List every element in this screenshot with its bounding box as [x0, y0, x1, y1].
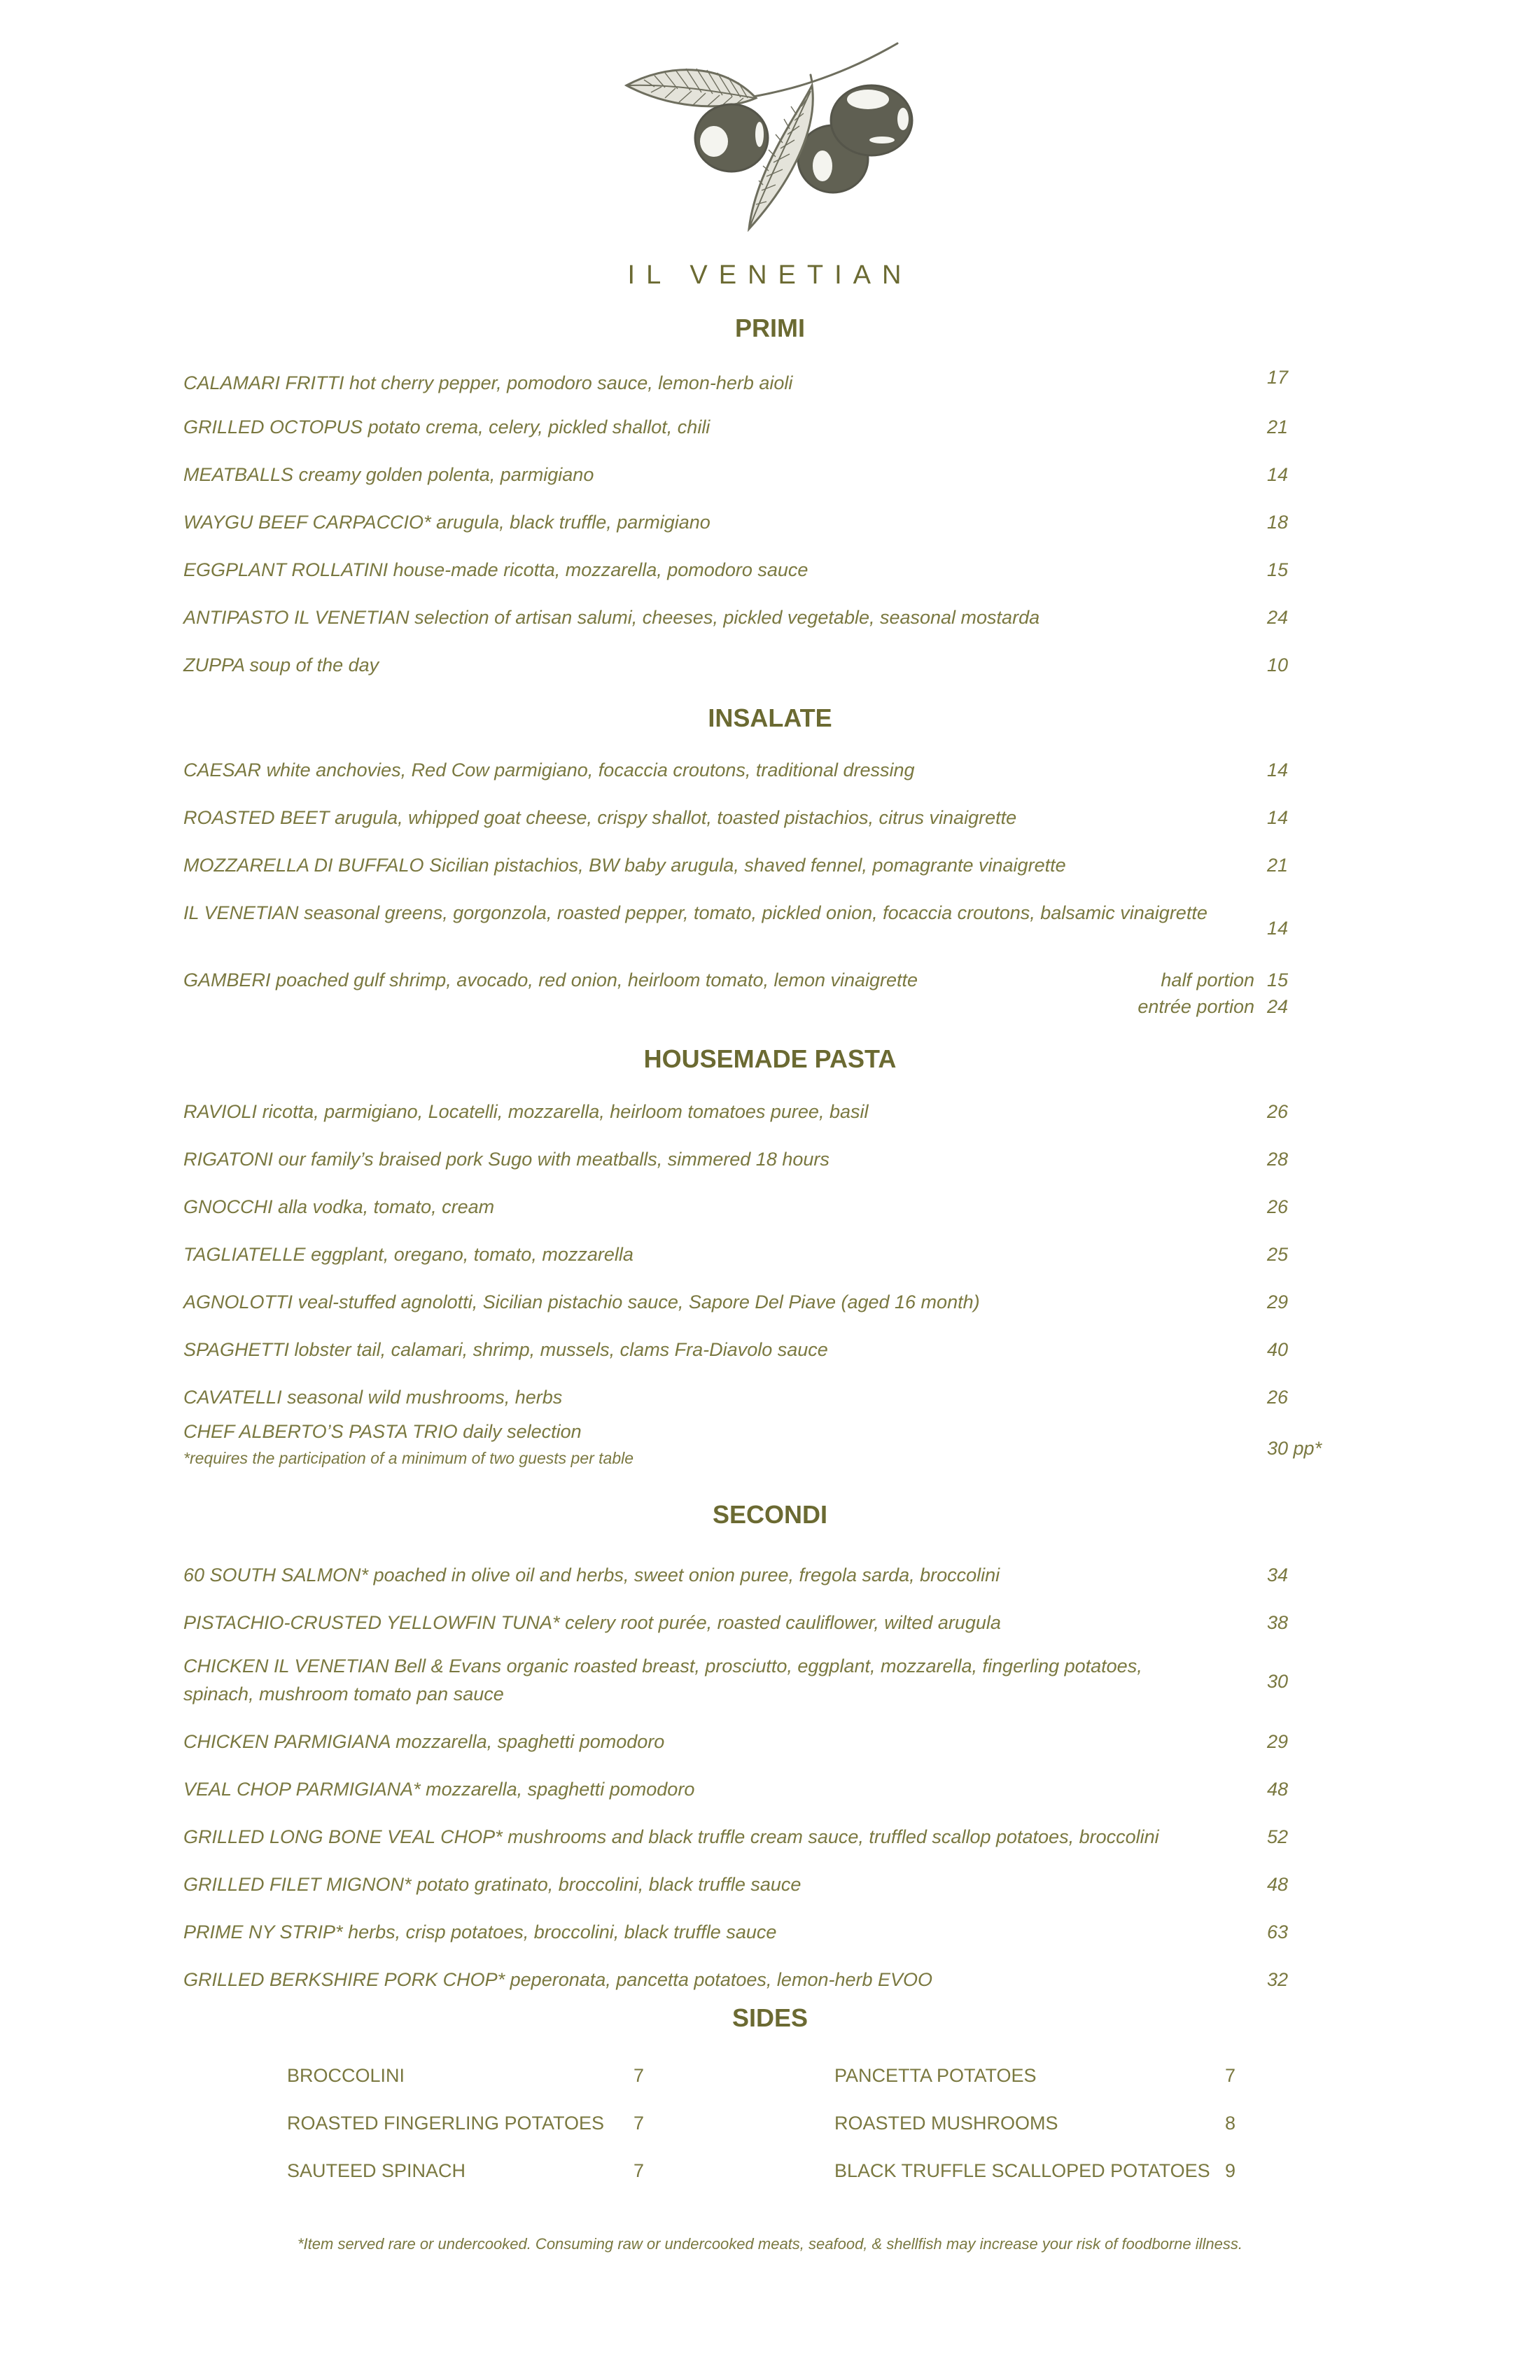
- item-desc: creamy golden polenta, parmigiano: [298, 464, 594, 485]
- item-name: 60 SOUTH SALMON*: [183, 1564, 369, 1586]
- item-name: CHICKEN IL VENETIAN: [183, 1656, 389, 1676]
- item-desc: peperonata, pancetta potatoes, lemon-herb EVOO: [510, 1969, 933, 1990]
- restaurant-name: IL VENETIAN: [627, 260, 913, 290]
- item-desc: daily selection: [463, 1421, 582, 1442]
- item-desc: soup of the day: [249, 654, 379, 676]
- side-price: 7: [634, 2113, 645, 2134]
- item-desc: ricotta, parmigiano, Locatelli, mozzarella, heirloom tomatoes puree, basil: [262, 1101, 869, 1122]
- item-name: VEAL CHOP PARMIGIANA*: [183, 1779, 421, 1800]
- item-name: RAVIOLI: [183, 1101, 258, 1122]
- item-name: CAVATELLI: [183, 1387, 282, 1408]
- item-price: 21: [1267, 855, 1289, 876]
- item-price: 25: [1267, 1244, 1289, 1265]
- item-desc: arugula, black truffle, parmigiano: [436, 512, 710, 533]
- item-desc: seasonal greens, gorgonzola, roasted pepper, tomato, pickled onion, focaccia croutons, balsamic vinaigrette: [304, 902, 1208, 923]
- item-desc: arugula, whipped goat cheese, crispy shallot, toasted pistachios, citrus vinaigrette: [335, 807, 1017, 828]
- side-name: SAUTEED SPINACH: [287, 2160, 466, 2181]
- item-name: GAMBERI: [183, 969, 271, 990]
- item-name: CALAMARI FRITTI: [183, 372, 344, 393]
- item-name: MEATBALLS: [183, 464, 294, 485]
- item-name: WAYGU BEEF CARPACCIO*: [183, 512, 431, 533]
- item-name: CHEF ALBERTO’S PASTA TRIO: [183, 1421, 458, 1442]
- item-name: RIGATONI: [183, 1149, 274, 1170]
- item-price: 26: [1267, 1387, 1289, 1408]
- item-price: 15: [1267, 969, 1289, 990]
- menu-item: [183, 1418, 1331, 1474]
- item-price: 18: [1267, 512, 1289, 533]
- side-price: 8: [1225, 2113, 1236, 2134]
- item-price: 15: [1267, 559, 1289, 580]
- item-price: 14: [1267, 918, 1289, 939]
- item-price: 28: [1267, 1149, 1289, 1170]
- side-price: 7: [1225, 2065, 1236, 2086]
- item-price: 26: [1267, 1101, 1289, 1122]
- item-name: PRIME NY STRIP*: [183, 1921, 343, 1942]
- item-desc: herbs, crisp potatoes, broccolini, black truffle sauce: [348, 1921, 777, 1942]
- item-desc: potato crema, celery, pickled shallot, chili: [368, 416, 710, 438]
- item-desc: veal-stuffed agnolotti, Sicilian pistachio sauce, Sapore Del Piave (aged 16 month): [298, 1292, 980, 1312]
- section-title-insalate: INSALATE: [708, 704, 832, 732]
- item-note: *requires the participation of a minimum of two guests per table: [183, 1449, 634, 1467]
- item-name: ZUPPA: [183, 654, 245, 676]
- item-desc: eggplant, oregano, tomato, mozzarella: [311, 1244, 634, 1265]
- item-price: 48: [1267, 1874, 1289, 1895]
- item-price: 26: [1267, 1196, 1289, 1217]
- item-desc: celery root purée, roasted cauliflower, wilted arugula: [565, 1612, 1001, 1633]
- side-price: 9: [1225, 2160, 1236, 2181]
- item-name: GNOCCHI: [183, 1196, 273, 1217]
- item-price: 29: [1267, 1731, 1289, 1752]
- item-desc: Bell & Evans organic roasted breast, prosciutto, eggplant, mozzarella, fingerling potatoes, spinach, mushroom tomato pan sauce: [183, 1656, 1142, 1704]
- side-name: PANCETTA POTATOES: [834, 2065, 1037, 2086]
- item-name: AGNOLOTTI: [183, 1292, 293, 1312]
- item-name: CAESAR: [183, 760, 262, 780]
- raw-food-disclaimer: *Item served rare or undercooked. Consuming raw or undercooked meats, seafood, & shellfish may increase your risk of foodborne illness.: [297, 2235, 1242, 2253]
- section-title-sides: SIDES: [732, 2003, 808, 2032]
- item-desc: white anchovies, Red Cow parmigiano, focaccia croutons, traditional dressing: [266, 760, 915, 780]
- item-desc: poached gulf shrimp, avocado, red onion, heirloom tomato, lemon vinaigrette: [276, 969, 918, 990]
- item-price: 34: [1267, 1564, 1289, 1586]
- item-desc: hot cherry pepper, pomodoro sauce, lemon-herb aioli: [349, 372, 793, 393]
- item-desc: mozzarella, spaghetti pomodoro: [396, 1731, 665, 1752]
- item-price: 10: [1267, 654, 1289, 676]
- olive-branch-icon: [623, 36, 917, 239]
- item-name: EGGPLANT ROLLATINI: [183, 559, 388, 580]
- item-price: 38: [1267, 1612, 1289, 1633]
- section-title-secondi: SECONDI: [712, 1500, 828, 1529]
- item-name: CHICKEN PARMIGIANA: [183, 1731, 391, 1752]
- item-price: 24: [1267, 996, 1289, 1017]
- side-name: ROASTED MUSHROOMS: [834, 2113, 1058, 2134]
- item-price: 40: [1267, 1339, 1289, 1360]
- item-name: PISTACHIO-CRUSTED YELLOWFIN TUNA*: [183, 1612, 560, 1633]
- item-price: 63: [1267, 1921, 1289, 1942]
- item-price: 30: [1267, 1671, 1289, 1692]
- item-desc: mushrooms and black truffle cream sauce, truffled scallop potatoes, broccolini: [507, 1826, 1159, 1847]
- item-price: 14: [1267, 464, 1289, 485]
- item-desc: mozzarella, spaghetti pomodoro: [426, 1779, 695, 1800]
- item-desc: Sicilian pistachios, BW baby arugula, shaved fennel, pomagrante vinaigrette: [429, 855, 1066, 876]
- item-price: 29: [1267, 1292, 1289, 1312]
- section-title-pasta: HOUSEMADE PASTA: [643, 1044, 897, 1073]
- item-name: ROASTED BEET: [183, 807, 330, 828]
- menu-item: [183, 966, 1331, 1022]
- item-name: TAGLIATELLE: [183, 1244, 306, 1265]
- item-desc: seasonal wild mushrooms, herbs: [287, 1387, 563, 1408]
- item-name: MOZZARELLA DI BUFFALO: [183, 855, 424, 876]
- item-desc: potato gratinato, broccolini, black truffle sauce: [416, 1874, 802, 1895]
- section-title-primi: PRIMI: [734, 314, 805, 342]
- side-price: 7: [634, 2065, 645, 2086]
- item-name: GRILLED LONG BONE VEAL CHOP*: [183, 1826, 503, 1847]
- portion-label: half portion: [1161, 969, 1254, 990]
- side-name: ROASTED FINGERLING POTATOES: [287, 2113, 605, 2134]
- item-name: IL VENETIAN: [183, 902, 299, 923]
- item-price: 21: [1267, 416, 1289, 438]
- item-name: GRILLED FILET MIGNON*: [183, 1874, 412, 1895]
- item-price: 48: [1267, 1779, 1289, 1800]
- item-desc: poached in olive oil and herbs, sweet onion puree, fregola sarda, broccolini: [373, 1564, 1000, 1586]
- side-price: 7: [634, 2160, 645, 2181]
- item-price: 52: [1267, 1826, 1289, 1847]
- item-desc: lobster tail, calamari, shrimp, mussels, clams Fra-Diavolo sauce: [294, 1339, 828, 1360]
- portion-label: entrée portion: [1138, 996, 1254, 1017]
- item-name: ANTIPASTO IL VENETIAN: [183, 607, 410, 628]
- item-price: 17: [1267, 367, 1289, 388]
- item-price: 30 pp*: [1267, 1438, 1322, 1459]
- item-desc: our family’s braised pork Sugo with meatballs, simmered 18 hours: [278, 1149, 830, 1170]
- item-name: GRILLED BERKSHIRE PORK CHOP*: [183, 1969, 505, 1990]
- item-desc: house-made ricotta, mozzarella, pomodoro sauce: [393, 559, 808, 580]
- item-price: 14: [1267, 807, 1289, 828]
- item-price: 32: [1267, 1969, 1289, 1990]
- item-name: SPAGHETTI: [183, 1339, 290, 1360]
- item-price: 24: [1267, 607, 1289, 628]
- item-desc: alla vodka, tomato, cream: [278, 1196, 495, 1217]
- item-name: GRILLED OCTOPUS: [183, 416, 363, 438]
- item-desc: selection of artisan salumi, cheeses, pickled vegetable, seasonal mostarda: [414, 607, 1040, 628]
- side-name: BLACK TRUFFLE SCALLOPED POTATOES: [834, 2160, 1210, 2181]
- side-name: BROCCOLINI: [287, 2065, 405, 2086]
- item-price: 14: [1267, 760, 1289, 780]
